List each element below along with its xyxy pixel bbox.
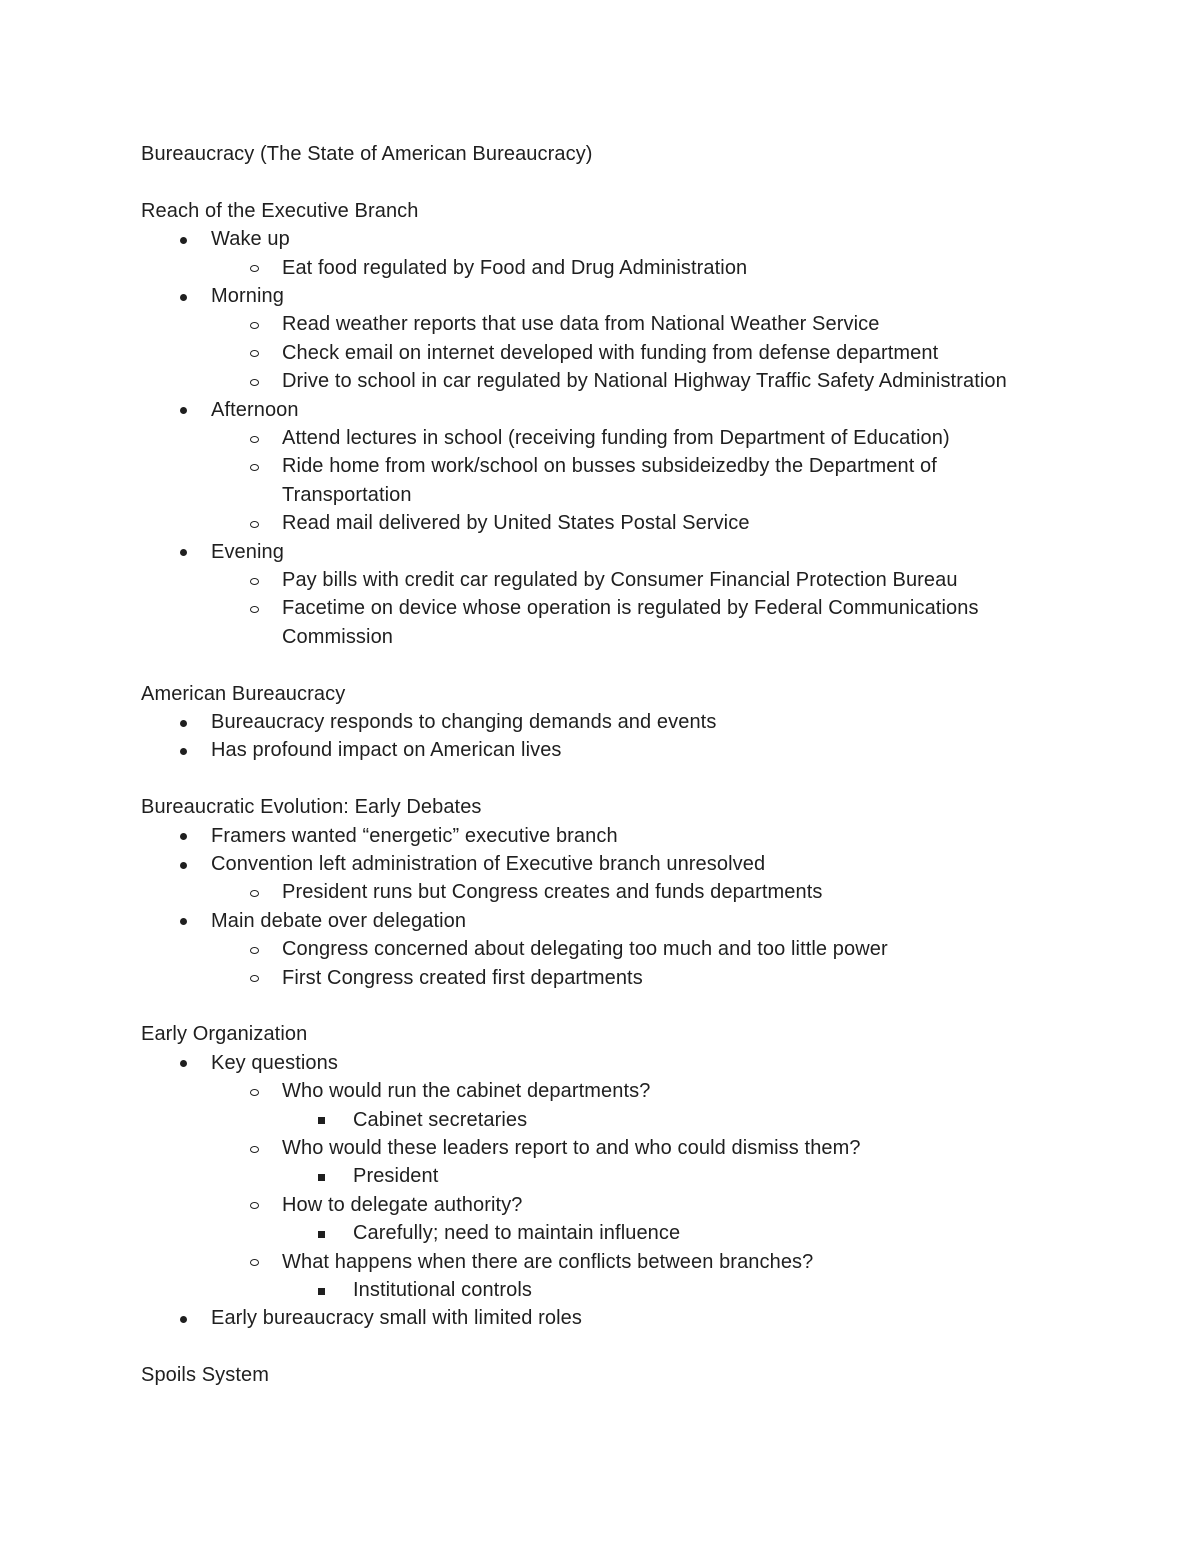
bullet-disc-icon [180,918,187,925]
list-item-level-2: Who would run the cabinet departments? [282,1080,651,1103]
list-item-level-2: Drive to school in car regulated by National Highway Traffic Safety Administration [282,370,1007,393]
section-heading: Spoils System [141,1364,270,1387]
list-item-level-1: Wake up [211,228,290,251]
bullet-circle-icon [250,350,259,357]
section-heading: Early Organization [141,1023,308,1046]
list-item-level-1: Morning [211,285,284,307]
list-item-level-2: First Congress created first departments [282,966,643,989]
bullet-disc-icon [180,407,187,414]
list-item-level-2: Check email on internet developed with funding from defense department [282,341,939,364]
list-item-level-2: What happens when there are conflicts between branches? [282,1250,814,1273]
list-item-level-2: How to delegate authority? [282,1193,523,1216]
section-heading: Reach of the Executive Branch [141,199,419,222]
list-item-level-3: Carefully; need to maintain influence [353,1222,681,1245]
list-item-level-1: Evening [211,540,284,563]
bullet-circle-icon [250,464,259,471]
bullet-circle-icon [250,975,259,982]
list-item-level-1: Bureaucracy responds to changing demands and events [211,711,717,733]
bullet-square-icon [318,1174,325,1181]
bullet-disc-icon [180,1060,187,1067]
bullet-disc-icon [180,833,187,840]
list-item-level-3: President [353,1165,439,1188]
list-item-level-2: Who would these leaders report to and who could dismiss them? [282,1137,861,1159]
list-item-level-1: Framers wanted “energetic” executive branch [211,824,618,847]
bullet-square-icon [318,1288,325,1295]
bullet-circle-icon [250,379,259,386]
bullet-disc-icon [180,237,187,244]
list-item-level-2: Congress concerned about delegating too much and too little power [282,938,888,961]
list-item-level-2: Read mail delivered by United States Postal Service [282,512,750,535]
list-item-level-2: Pay bills with credit car regulated by Consumer Financial Protection Bureau [282,569,958,591]
bullet-circle-icon [250,322,259,329]
list-item-continuation: Commission [282,625,394,648]
bullet-disc-icon [180,549,187,556]
section-heading: Bureaucratic Evolution: Early Debates [141,796,482,819]
bullet-circle-icon [250,947,259,954]
list-item-level-2: Attend lectures in school (receiving funding from Department of Education) [282,427,950,449]
list-item-level-2: Ride home from work/school on busses subsideizedby the Department of [282,455,937,478]
bullet-circle-icon [250,521,259,528]
bullet-circle-icon [250,1146,259,1153]
list-item-level-1: Main debate over delegation [211,909,467,932]
list-item-level-3: Cabinet secretaries [353,1108,528,1131]
bullet-disc-icon [180,748,187,755]
list-item-level-2: President runs but Congress creates and funds departments [282,881,823,904]
bullet-square-icon [318,1231,325,1238]
bullet-circle-icon [250,606,259,613]
bullet-disc-icon [180,862,187,869]
bullet-disc-icon [180,294,187,301]
bullet-circle-icon [250,436,259,443]
list-item-level-1: Has profound impact on American lives [211,739,562,762]
list-item-level-1: Afternoon [211,398,299,421]
list-item-continuation: Transportation [282,483,412,506]
bullet-circle-icon [250,1089,259,1096]
bullet-disc-icon [180,1316,187,1323]
bullet-circle-icon [250,1259,259,1266]
bullet-circle-icon [250,1202,259,1209]
bullet-circle-icon [250,890,259,897]
section-heading: American Bureaucracy [141,682,346,705]
bullet-square-icon [318,1117,325,1124]
list-item-level-1: Convention left administration of Executive branch unresolved [211,853,766,875]
list-item-level-1: Early bureaucracy small with limited roles [211,1307,582,1330]
bullet-circle-icon [250,578,259,585]
list-item-level-2: Read weather reports that use data from National Weather Service [282,313,880,336]
bullet-circle-icon [250,265,259,272]
list-item-level-3: Institutional controls [353,1279,532,1301]
bullet-disc-icon [180,720,187,727]
list-item-level-2: Eat food regulated by Food and Drug Administration [282,256,748,279]
document-title: Bureaucracy (The State of American Bureaucracy) [141,143,593,165]
list-item-level-1: Key questions [211,1051,338,1074]
list-item-level-2: Facetime on device whose operation is regulated by Federal Communications [282,597,979,620]
